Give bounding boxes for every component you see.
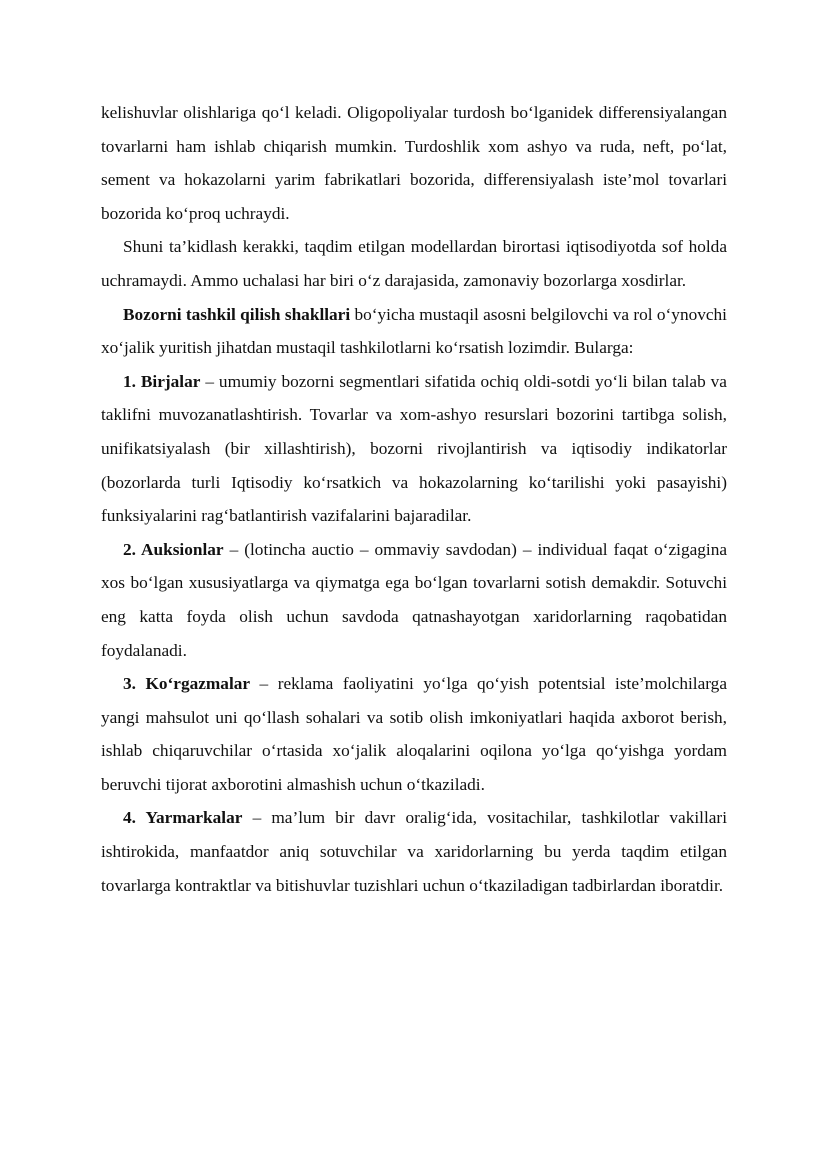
bold-term-market-forms: Bozorni tashkil qilish shakllari	[123, 304, 351, 324]
list-item-text: – ma’lum bir davr oralig‘ida, vositachilar, tashkilotlar vakillari ishtirokida, manfaatdor aniq sotuvchilar va xaridorlarning bu yerda taqdim etilgan tovarlarga kontraktlar va bitishuvlar tuzishlari uchun o‘tkaziladigan tadbirlardan iboratdir.	[101, 808, 727, 895]
list-item-text: – umumiy bozorni segmentlari sifatida ochiq oldi-sotdi yo‘li bilan talab va taklifni muvozanatlashtirish. Tovarlar va xom-ashyo resurslari bozorini tartibga solish, unifikatsiyalash (bir xillashtirish), bozorni rivojlantirish va iqtisodiy indikatorlar (bozorlarda turli Iqtisodiy ko‘rsatkich va hokazolarning ko‘tarilishi yoki pasayishi) funksiyalarini rag‘batlantirish vazifalarini bajaradilar.	[101, 371, 727, 526]
paragraph-oligopoly: kelishuvlar olishlariga qo‘l keladi. Oligopoliyalar turdosh bo‘lganidek differensiyalangan tovarlarni ham ishlab chiqarish mumkin. Turdoshlik xom ashyo va ruda, neft, po‘lat, sement va hokazolarni yarim fabrikatlari bozorida, differensiyalash iste’mol tovarlari bozorida ko‘proq uchraydi.	[101, 103, 727, 223]
list-item-auksionlar	[101, 533, 727, 667]
bold-term: 2. Auksionlar	[123, 539, 224, 559]
bold-term: 1. Birjalar	[123, 371, 201, 391]
paragraph-text: bo‘yicha mustaqil asosni belgilovchi va rol o‘ynovchi xo‘jalik yuritish jihatdan mustaqil tashkilotlarni ko‘rsatish lozimdir. Bularga:	[101, 304, 727, 358]
list-item-birjalar	[101, 365, 727, 533]
bold-term: 4. Yarmarkalar	[123, 808, 243, 828]
document-page	[101, 96, 727, 902]
list-item-yarmarkalar	[101, 801, 727, 902]
list-item-text: – reklama faoliyatini yo‘lga qo‘yish potentsial iste’molchilarga yangi mahsulot uni qo‘llash sohalari va sotib olish imkoniyatlari haqida axborot berish, ishlab chiqaruvchilar o‘rtasida xo‘jalik aloqalarini oqilona yo‘lga qo‘yishga yordam beruvchi tijorat axborotini almashish uchun o‘tkaziladi.	[101, 674, 727, 794]
list-item-text: – (lotincha auctio – ommaviy savdodan) – individual faqat o‘zigagina xos bo‘lgan xususiyatlarga va qiymatga ega bo‘lgan tovarlarni sotish demakdir. Sotuvchi eng katta foyda olish uchun savdoda qatnashayotgan xaridorlarning raqobatidan foydalanadi.	[101, 539, 728, 660]
paragraph-models: Shuni ta’kidlash kerakki, taqdim etilgan modellardan birortasi iqtisodiyotda sof holda uchramaydi. Ammo uchalasi har biri o‘z darajasida, zamonaviy bozorlarga xosdirlar.	[101, 237, 727, 290]
bold-term: 3. Ko‘rgazmalar	[123, 674, 251, 694]
list-item-korgazmalar	[101, 667, 727, 801]
paragraph-market-forms	[101, 298, 727, 365]
